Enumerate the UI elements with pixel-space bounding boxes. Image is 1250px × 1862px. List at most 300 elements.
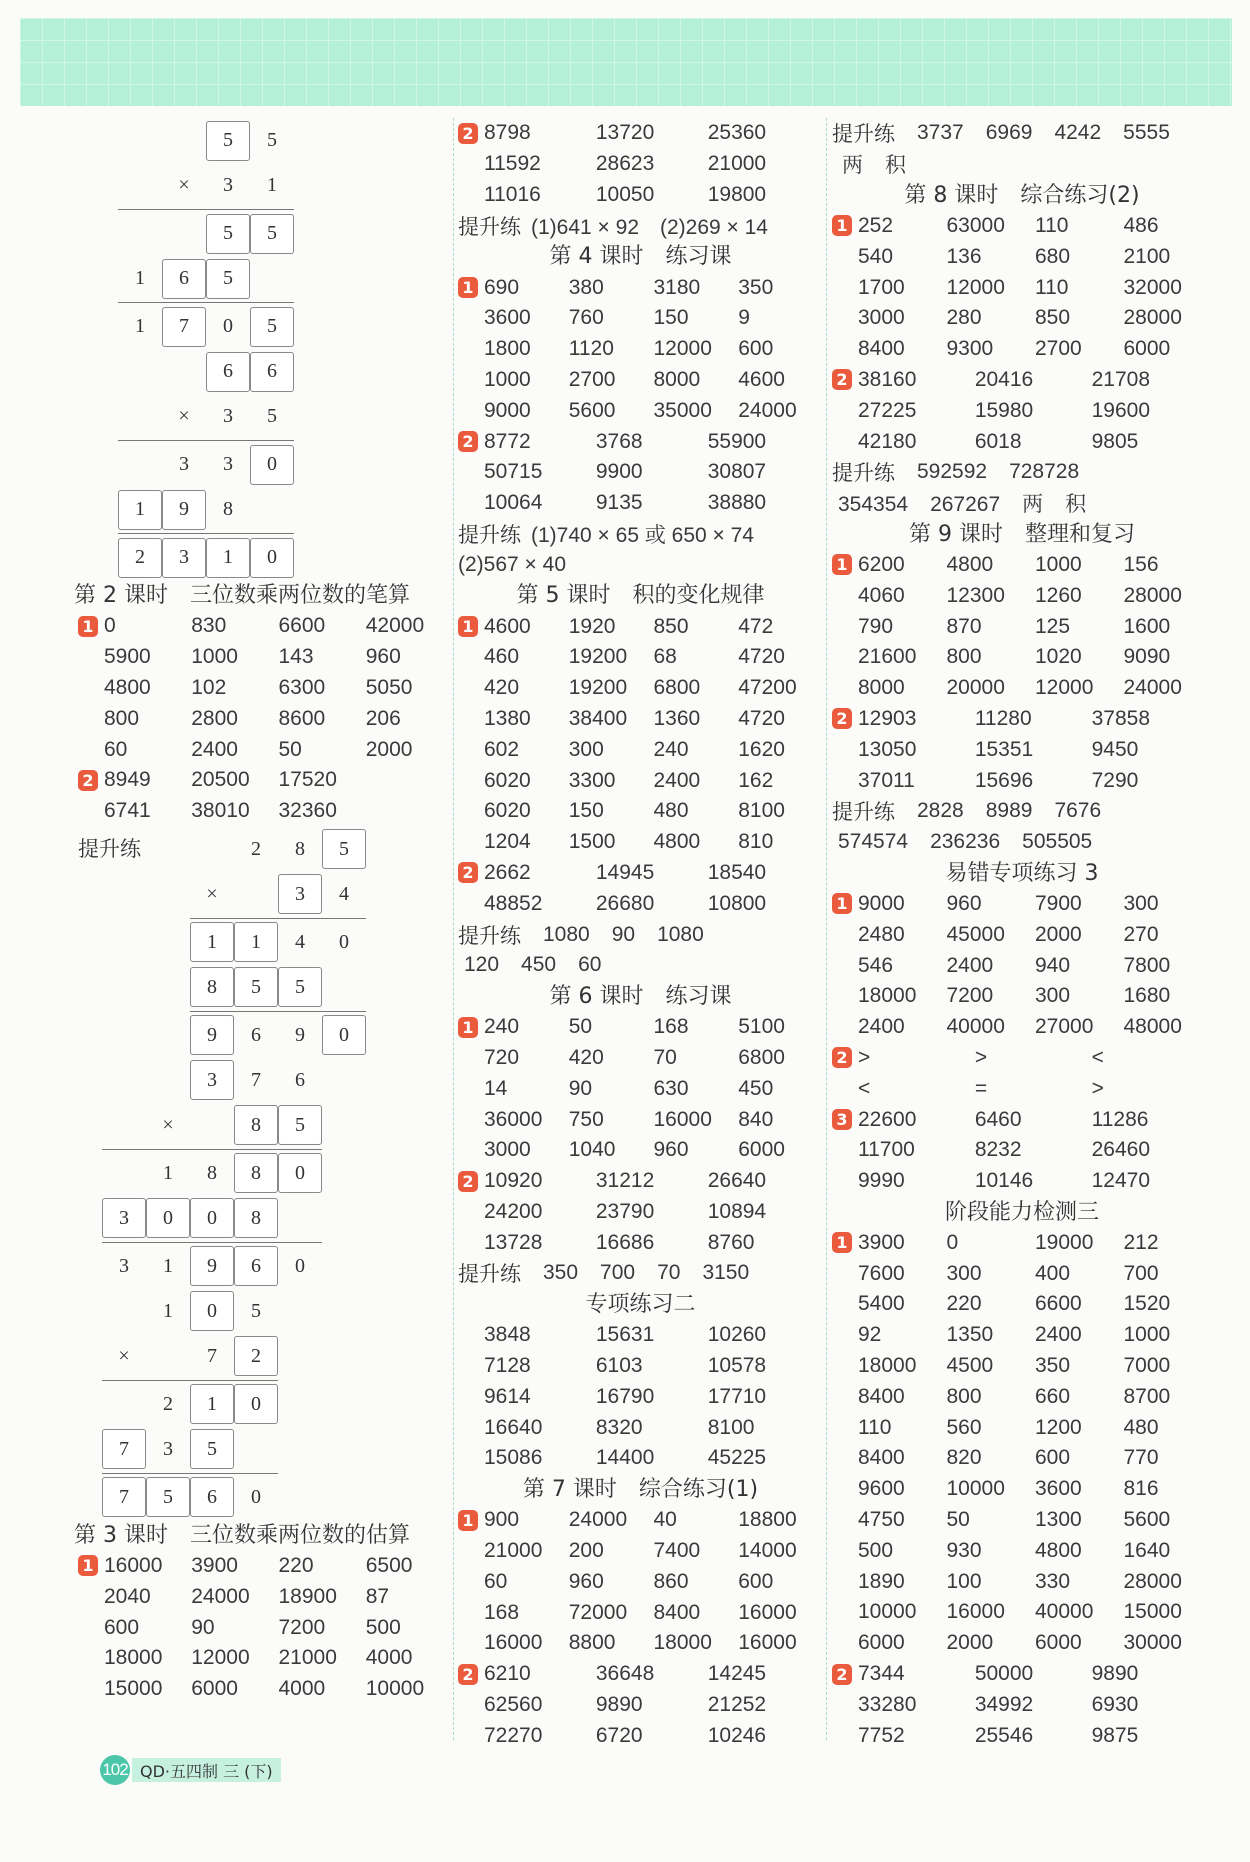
digit: [234, 1429, 278, 1469]
answer-cell: 960: [653, 1138, 689, 1162]
answer-cell: 90: [568, 1076, 593, 1100]
answer-row: [458, 1043, 823, 1074]
answer-cell: 19800: [707, 182, 767, 206]
answer-cell: 6020: [484, 799, 531, 823]
answer-row: [832, 1412, 1212, 1443]
question-number-badge: 1: [832, 1232, 852, 1253]
filled-digit-box: 0: [190, 1198, 234, 1238]
answer-cell: 4600: [484, 614, 531, 638]
extension-answer: 积: [885, 154, 906, 178]
answer-cell: 63000: [946, 213, 1005, 237]
badge-slot: [832, 554, 858, 575]
answer-cell: 25546: [974, 1723, 1034, 1747]
answer-row: [458, 611, 823, 642]
answer-cell: 20000: [946, 676, 1005, 700]
answer-cell: 220: [278, 1553, 314, 1577]
digit: 3: [223, 453, 233, 475]
answer-cell: 40000: [946, 1015, 1005, 1039]
answer-cell: 8772: [484, 429, 531, 453]
answer-cell: 6000: [858, 1631, 905, 1655]
answer-cell: 110: [858, 1415, 892, 1439]
filled-digit-box: 6: [190, 1477, 234, 1517]
extension-row: [458, 549, 823, 580]
answer-row: [832, 1258, 1212, 1289]
answer-cell: 14: [484, 1076, 508, 1100]
answer-cell: 24000: [568, 1508, 628, 1532]
filled-digit-box: 2: [234, 1336, 278, 1376]
answer-cell: 1040: [568, 1138, 616, 1162]
filled-digit-box: 8: [190, 967, 234, 1007]
question-block: [832, 365, 1212, 457]
answer-cell: 3600: [484, 306, 531, 330]
digit: [102, 1060, 146, 1100]
multiply-sign: ×: [118, 1344, 130, 1367]
answer-cell: 38010: [191, 799, 250, 823]
question-block: [832, 211, 1212, 365]
answer-cell: 14945: [595, 860, 655, 884]
question-block: [78, 765, 453, 827]
multiply-sign: ×: [206, 882, 218, 905]
section-title: 第 2 课时 三位数乘两位数的笔算: [74, 583, 410, 608]
header-band: [20, 18, 1232, 106]
digit-row: [118, 163, 294, 208]
answer-cell: 12000: [653, 337, 712, 361]
answer-cell: 24000: [1123, 676, 1182, 700]
answer-cell: 12000: [1035, 676, 1094, 700]
sum-line: [118, 302, 294, 303]
extension-answer: 3737: [917, 121, 964, 145]
badge-slot: [78, 770, 104, 791]
answer-row: [78, 1551, 453, 1582]
answer-cell: 860: [653, 1569, 689, 1593]
answer-row: [832, 1135, 1212, 1166]
digit: 3: [179, 453, 189, 475]
answer-cell: 48000: [1123, 1015, 1182, 1039]
answer-cell: 2040: [104, 1584, 151, 1608]
badge-slot: [78, 616, 104, 637]
answer-cell: 19000: [1035, 1230, 1094, 1254]
answer-cell: 330: [1035, 1569, 1071, 1593]
answer-cell: 220: [946, 1292, 982, 1316]
digit-row: [102, 1382, 278, 1427]
column-divider: [453, 118, 454, 1740]
answer-cell: 68: [653, 645, 677, 669]
answer-cell: 60: [484, 1569, 508, 1593]
answer-cell: 13720: [595, 121, 655, 145]
answer-cell: 5900: [104, 645, 151, 669]
answer-cell: 770: [1123, 1446, 1159, 1470]
answer-cell: 8949: [104, 768, 151, 792]
answer-cell: 32000: [1123, 275, 1182, 299]
question-number-badge: 3: [832, 1109, 852, 1130]
answer-cell: 6210: [484, 1662, 531, 1686]
answer-cell: 6800: [738, 1045, 785, 1069]
answer-cell: 72270: [484, 1723, 543, 1747]
answer-cell: 8800: [568, 1631, 616, 1655]
answer-cell: 92: [858, 1323, 882, 1347]
question-number-badge: 2: [832, 708, 852, 729]
digit: [190, 829, 234, 869]
answer-cell: 11016: [484, 182, 541, 206]
answer-cell: 3000: [858, 306, 905, 330]
answer-row: [832, 1443, 1212, 1474]
extension-answer: 1080: [657, 922, 704, 946]
answer-row: [832, 1381, 1212, 1412]
answer-cell: 300: [1123, 891, 1159, 915]
digit: 1: [163, 1299, 173, 1322]
answer-cell: 62560: [484, 1693, 543, 1717]
answer-cell: 40: [653, 1508, 677, 1532]
answer-cell: 8000: [653, 367, 701, 391]
section-title: 第 6 课时 练习课: [549, 983, 732, 1009]
answer-cell: 8400: [858, 1384, 905, 1408]
extension-row: [832, 488, 1212, 519]
answer-cell: 7344: [858, 1662, 905, 1686]
answer-cell: 26680: [595, 891, 655, 915]
answer-cell: 10920: [484, 1169, 543, 1193]
answer-cell: 700: [1123, 1261, 1159, 1285]
badge-slot: [832, 369, 858, 390]
answer-cell: <: [858, 1076, 871, 1100]
answer-row: [458, 365, 823, 396]
question-block: [832, 1043, 1212, 1105]
answer-cell: 4800: [946, 552, 994, 576]
filled-digit-box: 6: [162, 259, 206, 299]
question-block: [832, 1228, 1212, 1659]
answer-row: [458, 734, 823, 765]
answer-cell: 6600: [278, 614, 326, 638]
answer-cell: 7128: [484, 1354, 531, 1378]
digit: 6: [295, 1068, 305, 1091]
answer-cell: 40000: [1035, 1600, 1094, 1624]
digit: [190, 1105, 234, 1145]
book-label: QD·五四制 三 (下): [132, 1758, 281, 1782]
answer-cell: 5400: [858, 1292, 905, 1316]
answer-cell: 15000: [104, 1677, 163, 1701]
answer-cell: 156: [1123, 552, 1159, 576]
answer-cell: 12000: [191, 1646, 250, 1670]
column-divider: [826, 118, 827, 1740]
answer-cell: 11280: [974, 706, 1032, 730]
answer-cell: 42180: [858, 429, 917, 453]
answer-cell: 18540: [707, 860, 767, 884]
answer-row: [832, 673, 1212, 704]
answer-row: [78, 1643, 453, 1674]
filled-digit-box: 0: [234, 1384, 278, 1424]
answer-cell: 3848: [484, 1323, 531, 1347]
answer-cell: 11286: [1091, 1107, 1149, 1131]
answer-cell: 7600: [858, 1261, 905, 1285]
answer-cell: 9300: [946, 337, 994, 361]
digit: 5: [267, 405, 277, 427]
answer-cell: 0: [104, 614, 116, 638]
answer-cell: 9990: [858, 1169, 905, 1193]
answer-row: [458, 272, 823, 303]
answer-cell: 45225: [707, 1446, 767, 1470]
extension-answer: 5555: [1123, 121, 1170, 145]
question-number-badge: 1: [458, 277, 478, 298]
digit-row: [102, 1475, 278, 1520]
badge-slot: [78, 1555, 104, 1576]
answer-cell: 7400: [653, 1539, 701, 1563]
extension-answer: 70: [657, 1261, 681, 1285]
extension-answer: 3150: [702, 1261, 750, 1285]
answer-cell: 3000: [484, 1138, 531, 1162]
answer-cell: 10000: [858, 1600, 917, 1624]
filled-digit-box: 9: [190, 1015, 234, 1055]
answer-cell: 820: [946, 1446, 982, 1470]
answer-cell: 19200: [568, 676, 628, 700]
question-number-badge: 2: [832, 1664, 852, 1685]
answer-cell: 300: [568, 737, 604, 761]
answer-cell: 24200: [484, 1199, 543, 1223]
answer-row: [458, 1104, 823, 1135]
badge-slot: [458, 1664, 484, 1685]
answer-row: [78, 673, 453, 704]
answer-cell: 480: [1123, 1415, 1159, 1439]
answer-cell: 9875: [1091, 1723, 1139, 1747]
answer-cell: 15631: [595, 1323, 655, 1347]
digit-row: [102, 1196, 322, 1241]
answer-row: [832, 1720, 1212, 1751]
answer-row: [458, 765, 823, 796]
section-title: 第 8 课时 综合练习(2): [904, 182, 1140, 208]
multiply-sign: ×: [178, 174, 190, 196]
filled-digit-box: 1: [118, 490, 162, 530]
digit: [118, 166, 162, 206]
answer-cell: 600: [738, 337, 774, 361]
answer-cell: 27000: [1035, 1015, 1094, 1039]
answer-row: [458, 426, 823, 457]
answer-row: [832, 334, 1212, 365]
filled-digit-box: 5: [322, 829, 366, 869]
answer-cell: 3900: [191, 1553, 238, 1577]
answer-cell: 2400: [653, 768, 701, 792]
answer-row: [78, 611, 453, 642]
answer-row: [458, 1320, 823, 1351]
answer-row: [458, 457, 823, 488]
digit: 9: [295, 1023, 305, 1046]
answer-cell: 125: [1035, 614, 1071, 638]
answer-row: [832, 1104, 1212, 1135]
answer-cell: 55900: [707, 429, 767, 453]
answer-cell: 5100: [738, 1015, 785, 1039]
digit-row: [190, 965, 366, 1010]
answer-cell: 2100: [1123, 244, 1171, 268]
answer-row: [458, 1351, 823, 1382]
answer-cell: 28000: [1123, 1569, 1182, 1593]
question-number-badge: 2: [78, 770, 98, 791]
digit: [102, 1291, 146, 1331]
answer-cell: 18900: [278, 1584, 337, 1608]
digit: 6: [251, 1023, 261, 1046]
extension-row: [832, 796, 1212, 827]
extension-label: 提升练: [832, 461, 895, 486]
filled-digit-box: 5: [234, 967, 278, 1007]
answer-row: [832, 303, 1212, 334]
answer-cell: 8400: [653, 1600, 701, 1624]
answer-row: [458, 1412, 823, 1443]
digit-row: [118, 442, 294, 487]
extension-answer: 574574: [838, 830, 909, 854]
question-block: [832, 889, 1212, 1043]
digit: 8: [295, 837, 305, 860]
answer-row: [832, 1073, 1212, 1104]
answer-cell: 50000: [974, 1662, 1034, 1686]
answer-row: [458, 1012, 823, 1043]
answer-cell: 720: [484, 1045, 520, 1069]
answer-cell: 9600: [858, 1477, 905, 1501]
answer-cell: 400: [1035, 1261, 1071, 1285]
answer-cell: 1920: [568, 614, 616, 638]
answer-cell: 2700: [1035, 337, 1082, 361]
extension-answer: 4242: [1054, 121, 1102, 145]
digit: 2: [251, 837, 261, 860]
answer-cell: 4800: [104, 675, 151, 699]
question-number-badge: 2: [832, 1047, 852, 1068]
answer-row: [458, 673, 823, 704]
answer-cell: 350: [1035, 1354, 1071, 1378]
right-column: [832, 118, 1212, 1751]
filled-digit-box: 5: [250, 307, 294, 347]
answer-cell: 1520: [1123, 1292, 1171, 1316]
answer-cell: 960: [568, 1569, 604, 1593]
digit: [146, 1060, 190, 1100]
filled-digit-box: 1: [190, 922, 234, 962]
extension-answer: 450: [521, 953, 557, 977]
extension-row: [832, 149, 1212, 180]
answer-cell: 7290: [1091, 768, 1139, 792]
answer-cell: 32360: [278, 799, 337, 823]
answer-cell: 4800: [1035, 1538, 1082, 1562]
extension-row: [458, 1258, 823, 1289]
filled-digit-box: 6: [206, 352, 250, 392]
answer-cell: 4750: [858, 1508, 905, 1532]
answer-cell: 8000: [858, 676, 905, 700]
answer-row: [832, 365, 1212, 396]
answer-cell: 3768: [595, 429, 643, 453]
extension-row: [458, 210, 823, 241]
section-title: 第 9 课时 整理和复习: [909, 521, 1135, 547]
extension-label: 提升练: [832, 800, 895, 825]
answer-cell: 420: [484, 676, 520, 700]
answer-row: [78, 1674, 453, 1705]
answer-row: [832, 1012, 1212, 1043]
answer-cell: 0: [946, 1230, 959, 1254]
answer-row: [832, 1166, 1212, 1197]
extension-answer: 2828: [917, 799, 964, 823]
answer-cell: 13050: [858, 737, 917, 761]
answer-cell: 816: [1123, 1477, 1159, 1501]
badge-slot: [832, 1047, 858, 1068]
answer-row: [832, 1689, 1212, 1720]
answer-cell: 10578: [707, 1354, 767, 1378]
answer-cell: 800: [946, 645, 982, 669]
answer-cell: 3900: [858, 1230, 905, 1254]
answer-cell: 8100: [738, 799, 785, 823]
answer-row: [458, 858, 823, 889]
filled-digit-box: 1: [190, 1384, 234, 1424]
answer-cell: 240: [653, 737, 689, 761]
digit: [118, 121, 162, 161]
answer-cell: 10894: [707, 1199, 767, 1223]
answer-cell: 9805: [1091, 429, 1139, 453]
answer-cell: 9900: [595, 460, 643, 484]
answer-cell: 4000: [365, 1646, 413, 1670]
answer-cell: 1680: [1123, 984, 1171, 1008]
answer-cell: 540: [858, 244, 894, 268]
answer-cell: 240: [484, 1015, 520, 1039]
answer-row: [458, 1720, 823, 1751]
vertical-multiplication: [118, 118, 294, 349]
answer-cell: 16000: [738, 1600, 797, 1624]
badge-slot: [458, 616, 484, 637]
answer-cell: 4720: [738, 706, 785, 730]
answer-cell: 7752: [858, 1723, 905, 1747]
badge-slot: [832, 1232, 858, 1253]
answer-cell: 30000: [1123, 1631, 1182, 1655]
digit: [146, 1336, 190, 1376]
digit-row: [118, 118, 294, 163]
answer-cell: 15351: [974, 737, 1034, 761]
digit: 0: [339, 930, 349, 953]
answer-cell: 36648: [595, 1662, 655, 1686]
question-block: [78, 611, 453, 765]
answer-cell: 212: [1123, 1230, 1159, 1254]
answer-cell: 3300: [568, 768, 616, 792]
answer-cell: 870: [946, 614, 982, 638]
answer-cell: 150: [653, 306, 689, 330]
digit-row: [118, 487, 294, 532]
answer-cell: 2400: [191, 737, 238, 761]
digit: 0: [223, 315, 233, 337]
answer-cell: 87: [365, 1584, 390, 1608]
extension-row: [458, 950, 823, 981]
answer-cell: 450: [738, 1076, 774, 1100]
answer-cell: 800: [946, 1384, 982, 1408]
section-title: 第 3 课时 三位数乘两位数的估算: [74, 1522, 410, 1548]
answer-cell: 28000: [1123, 306, 1182, 330]
extension-answer: 60: [578, 953, 602, 977]
answer-cell: 4000: [278, 1677, 326, 1701]
answer-cell: 50715: [484, 460, 543, 484]
extension-label: 提升练: [458, 214, 521, 239]
answer-row: [458, 1381, 823, 1412]
answer-cell: 90: [191, 1615, 215, 1639]
answer-row: [832, 1320, 1212, 1351]
filled-digit-box: 5: [278, 967, 322, 1007]
answer-cell: 300: [1035, 984, 1071, 1008]
answer-cell: 6000: [738, 1138, 785, 1162]
filled-digit-box: 0: [322, 1015, 366, 1055]
answer-cell: 47200: [738, 676, 797, 700]
answer-cell: 1700: [858, 275, 905, 299]
answer-cell: 16000: [104, 1553, 163, 1577]
digit: [162, 121, 206, 161]
answer-cell: 270: [1123, 922, 1159, 946]
answer-cell: 26640: [707, 1169, 767, 1193]
multiply-sign: ×: [178, 405, 190, 427]
answer-cell: 630: [653, 1076, 689, 1100]
filled-digit-box: 0: [190, 1291, 234, 1331]
page-footer: [100, 1755, 281, 1785]
answer-row: [832, 211, 1212, 242]
answer-cell: 150: [568, 799, 604, 823]
filled-digit-box: 3: [102, 1198, 146, 1238]
answer-cell: 36000: [484, 1107, 543, 1131]
filled-digit-box: 5: [206, 121, 250, 161]
answer-row: [458, 1659, 823, 1690]
